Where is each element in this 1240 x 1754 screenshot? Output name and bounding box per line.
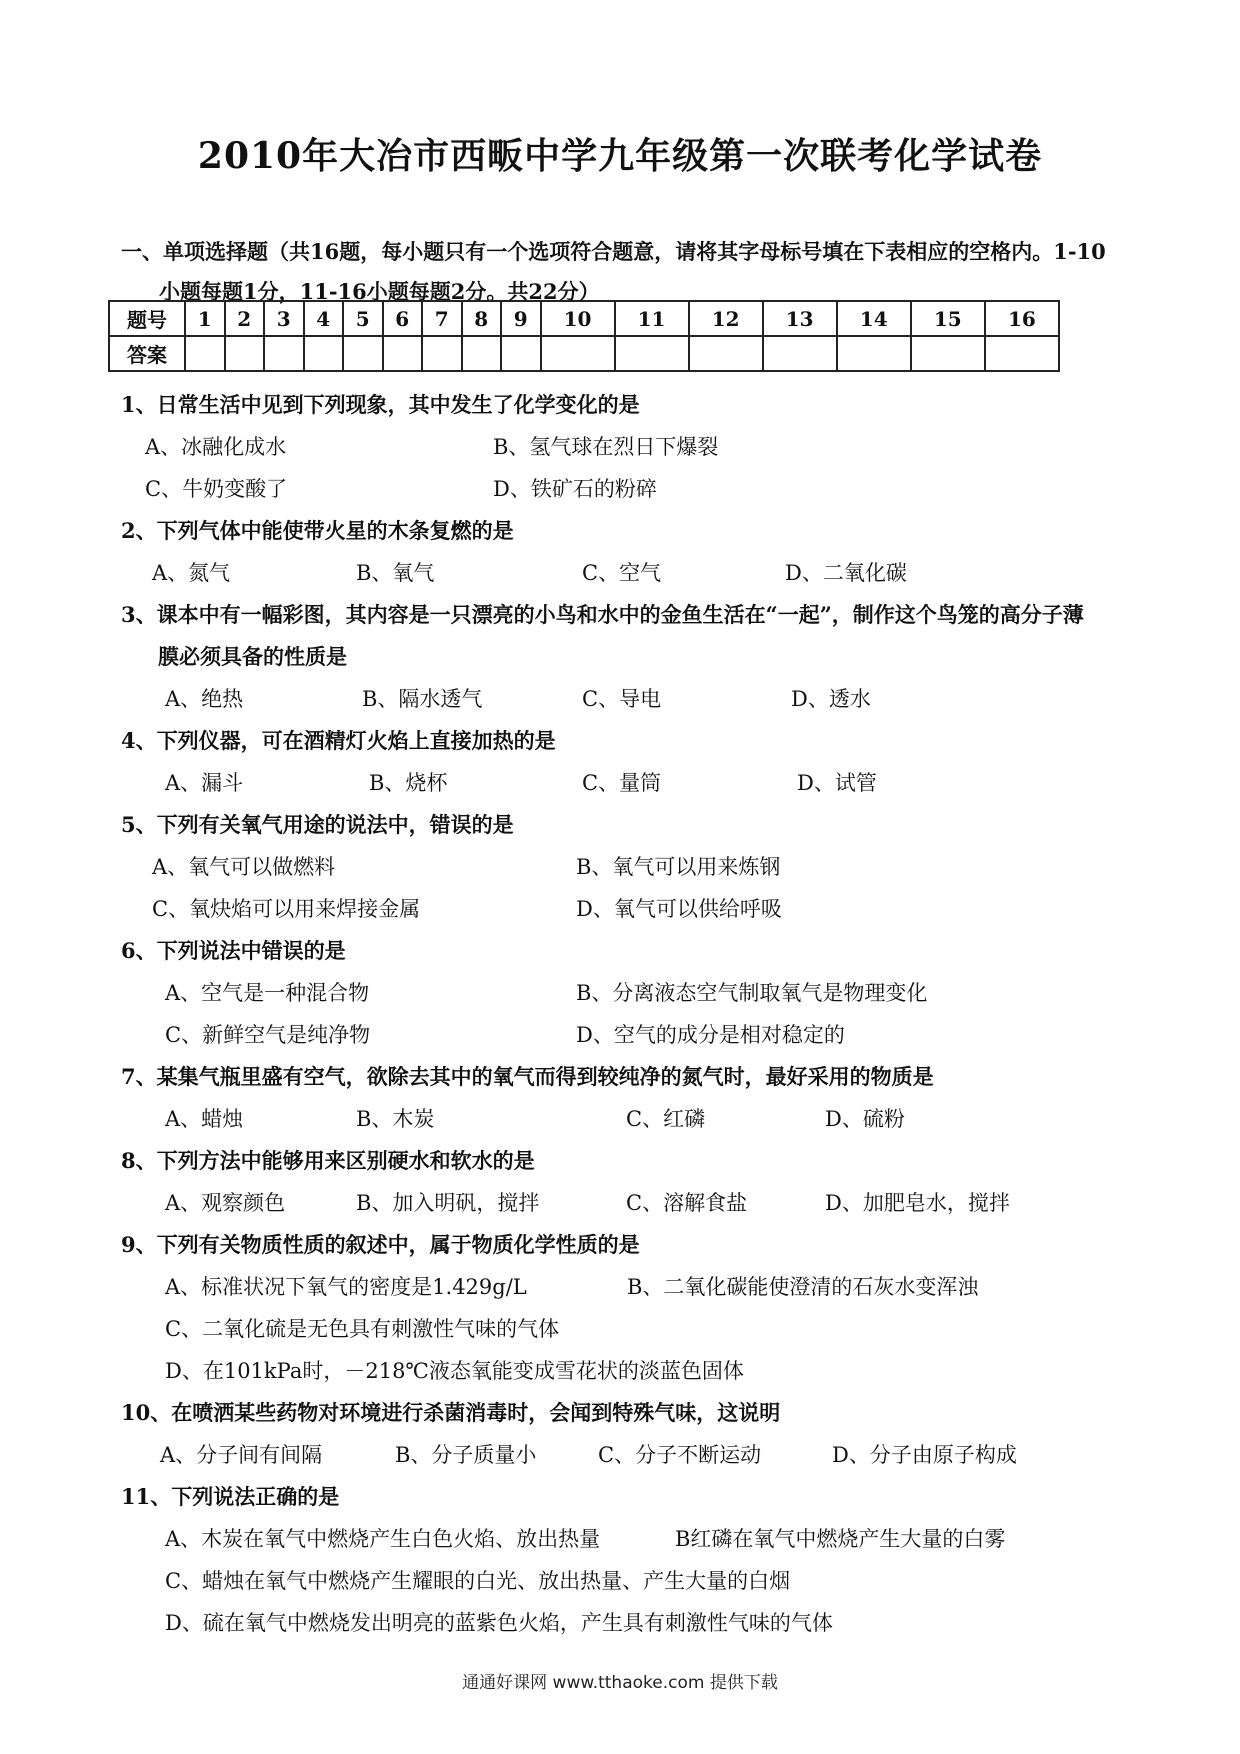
question-5-stem: 5、下列有关氧气用途的说法中，错误的是 [121, 812, 514, 837]
question-4-option-d: D、试管 [797, 771, 877, 795]
answer-cell[interactable] [837, 336, 911, 371]
question-3-option-a: A、绝热 [165, 687, 244, 711]
answer-cell[interactable] [264, 336, 304, 371]
number-cell: 2 [225, 301, 265, 336]
question-7-option-d: D、硫粉 [825, 1107, 905, 1131]
question-3-stem-line2: 膜必须具备的性质是 [158, 644, 347, 669]
question-6-option-b: B、分离液态空气制取氧气是物理变化 [576, 981, 928, 1005]
answer-table-answer-row [109, 336, 1059, 371]
question-9-stem: 9、下列有关物质性质的叙述中，属于物质化学性质的是 [121, 1232, 640, 1257]
question-7-option-a: A、蜡烛 [165, 1107, 244, 1131]
answer-cell[interactable] [985, 336, 1059, 371]
number-cell: 4 [304, 301, 344, 336]
question-4-option-c: C、量筒 [582, 771, 662, 795]
answer-row-label: 答案 [109, 336, 185, 371]
question-2-option-b: B、氧气 [356, 561, 435, 585]
question-4-option-a: A、漏斗 [165, 771, 244, 795]
number-cell: 6 [383, 301, 423, 336]
question-7-option-c: C、红磷 [626, 1107, 706, 1131]
answer-table-number-row [109, 301, 1059, 336]
answer-cell[interactable] [462, 336, 502, 371]
number-cell: 3 [264, 301, 304, 336]
question-8-stem: 8、下列方法中能够用来区别硬水和软水的是 [121, 1148, 535, 1173]
answer-cell[interactable] [343, 336, 383, 371]
number-cell: 8 [462, 301, 502, 336]
answer-table [108, 300, 1060, 372]
question-2-option-a: A、氮气 [152, 561, 231, 585]
question-3-option-b: B、隔水透气 [362, 687, 483, 711]
question-8-option-a: A、观察颜色 [165, 1191, 286, 1215]
question-2-option-d: D、二氧化碳 [785, 561, 907, 585]
number-cell: 12 [689, 301, 763, 336]
question-4-option-b: B、烧杯 [369, 771, 448, 795]
question-10-option-c: C、分子不断运动 [598, 1443, 762, 1467]
question-2-option-c: C、空气 [582, 561, 662, 585]
number-cell: 9 [501, 301, 541, 336]
answer-cell[interactable] [501, 336, 541, 371]
question-8-option-d: D、加肥皂水，搅拌 [825, 1191, 1010, 1215]
question-5-option-b: B、氧气可以用来炼钢 [576, 855, 781, 879]
answer-cell[interactable] [185, 336, 225, 371]
answer-cell[interactable] [763, 336, 837, 371]
question-1-option-b: B、氢气球在烈日下爆裂 [493, 435, 719, 459]
answer-cell[interactable] [615, 336, 689, 371]
question-5-option-d: D、氧气可以供给呼吸 [576, 897, 782, 921]
question-1-option-a: A、冰融化成水 [145, 435, 287, 459]
question-9-option-a: A、标准状况下氧气的密度是1.429g/L [165, 1275, 527, 1299]
answer-cell[interactable] [383, 336, 423, 371]
question-9-option-d: D、在101kPa时，－218℃液态氧能变成雪花状的淡蓝色固体 [165, 1359, 744, 1383]
question-11-option-a: A、木炭在氧气中燃烧产生白色火焰、放出热量 [165, 1527, 601, 1551]
answer-cell[interactable] [225, 336, 265, 371]
question-10-option-d: D、分子由原子构成 [832, 1443, 1017, 1467]
question-1-option-d: D、铁矿石的粉碎 [493, 477, 657, 501]
number-cell: 1 [185, 301, 225, 336]
question-1-option-c: C、牛奶变酸了 [145, 477, 288, 501]
question-7-option-b: B、木炭 [356, 1107, 435, 1131]
number-cell: 14 [837, 301, 911, 336]
question-6-option-c: C、新鲜空气是纯净物 [165, 1023, 371, 1047]
question-4-stem: 4、下列仪器，可在酒精灯火焰上直接加热的是 [121, 728, 556, 753]
question-5-option-c: C、氧炔焰可以用来焊接金属 [152, 897, 421, 921]
page-footer: 通通好课网 www.tthaoke.com 提供下载 [462, 1673, 778, 1693]
question-11-option-b: B红磷在氧气中燃烧产生大量的白雾 [675, 1527, 1006, 1551]
question-9-option-b: B、二氧化碳能使澄清的石灰水变浑浊 [627, 1275, 979, 1299]
question-6-option-a: A、空气是一种混合物 [165, 981, 370, 1005]
number-row-label: 题号 [109, 301, 185, 336]
question-2-stem: 2、下列气体中能使带火星的木条复燃的是 [121, 518, 514, 543]
question-3-option-d: D、透水 [791, 687, 871, 711]
question-11-option-d: D、硫在氧气中燃烧发出明亮的蓝紫色火焰，产生具有刺激性气味的气体 [165, 1611, 833, 1635]
number-cell: 5 [343, 301, 383, 336]
question-6-option-d: D、空气的成分是相对稳定的 [576, 1023, 845, 1047]
question-3-stem: 3、课本中有一幅彩图，其内容是一只漂亮的小鸟和水中的金鱼生活在“一起”，制作这个鸟笼的高分子薄 [121, 602, 1084, 627]
question-3-option-c: C、导电 [582, 687, 662, 711]
question-8-option-c: C、溶解食盐 [626, 1191, 748, 1215]
answer-cell[interactable] [541, 336, 615, 371]
question-1-stem: 1、日常生活中见到下列现象，其中发生了化学变化的是 [121, 392, 640, 417]
number-cell: 16 [985, 301, 1059, 336]
question-10-stem: 10、在喷洒某些药物对环境进行杀菌消毒时，会闻到特殊气味，这说明 [121, 1400, 781, 1425]
page-title: 2010年大冶市西畈中学九年级第一次联考化学试卷 [197, 135, 1043, 177]
number-cell: 11 [615, 301, 689, 336]
section-instructions-line1: 一、单项选择题（共16题，每小题只有一个选项符合题意，请将其字母标号填在下表相应的空格内。1-10 [121, 239, 1106, 264]
question-11-option-c: C、蜡烛在氧气中燃烧产生耀眼的白光、放出热量、产生大量的白烟 [165, 1569, 791, 1593]
answer-cell[interactable] [304, 336, 344, 371]
question-9-option-c: C、二氧化硫是无色具有刺激性气味的气体 [165, 1317, 560, 1341]
question-10-option-a: A、分子间有间隔 [160, 1443, 323, 1467]
answer-cell[interactable] [911, 336, 985, 371]
number-cell: 15 [911, 301, 985, 336]
number-cell: 7 [422, 301, 462, 336]
question-8-option-b: B、加入明矾，搅拌 [356, 1191, 540, 1215]
question-7-stem: 7、某集气瓶里盛有空气，欲除去其中的氧气而得到较纯净的氮气时，最好采用的物质是 [121, 1064, 934, 1089]
section-instructions-line2: 小题每题1分，11-16小题每题2分。共22分） [159, 279, 600, 304]
question-11-stem: 11、下列说法正确的是 [121, 1484, 340, 1509]
question-6-stem: 6、下列说法中错误的是 [121, 938, 346, 963]
question-5-option-a: A、氧气可以做燃料 [152, 855, 336, 879]
number-cell: 13 [763, 301, 837, 336]
number-cell: 10 [541, 301, 615, 336]
question-10-option-b: B、分子质量小 [395, 1443, 537, 1467]
answer-cell[interactable] [689, 336, 763, 371]
answer-cell[interactable] [422, 336, 462, 371]
